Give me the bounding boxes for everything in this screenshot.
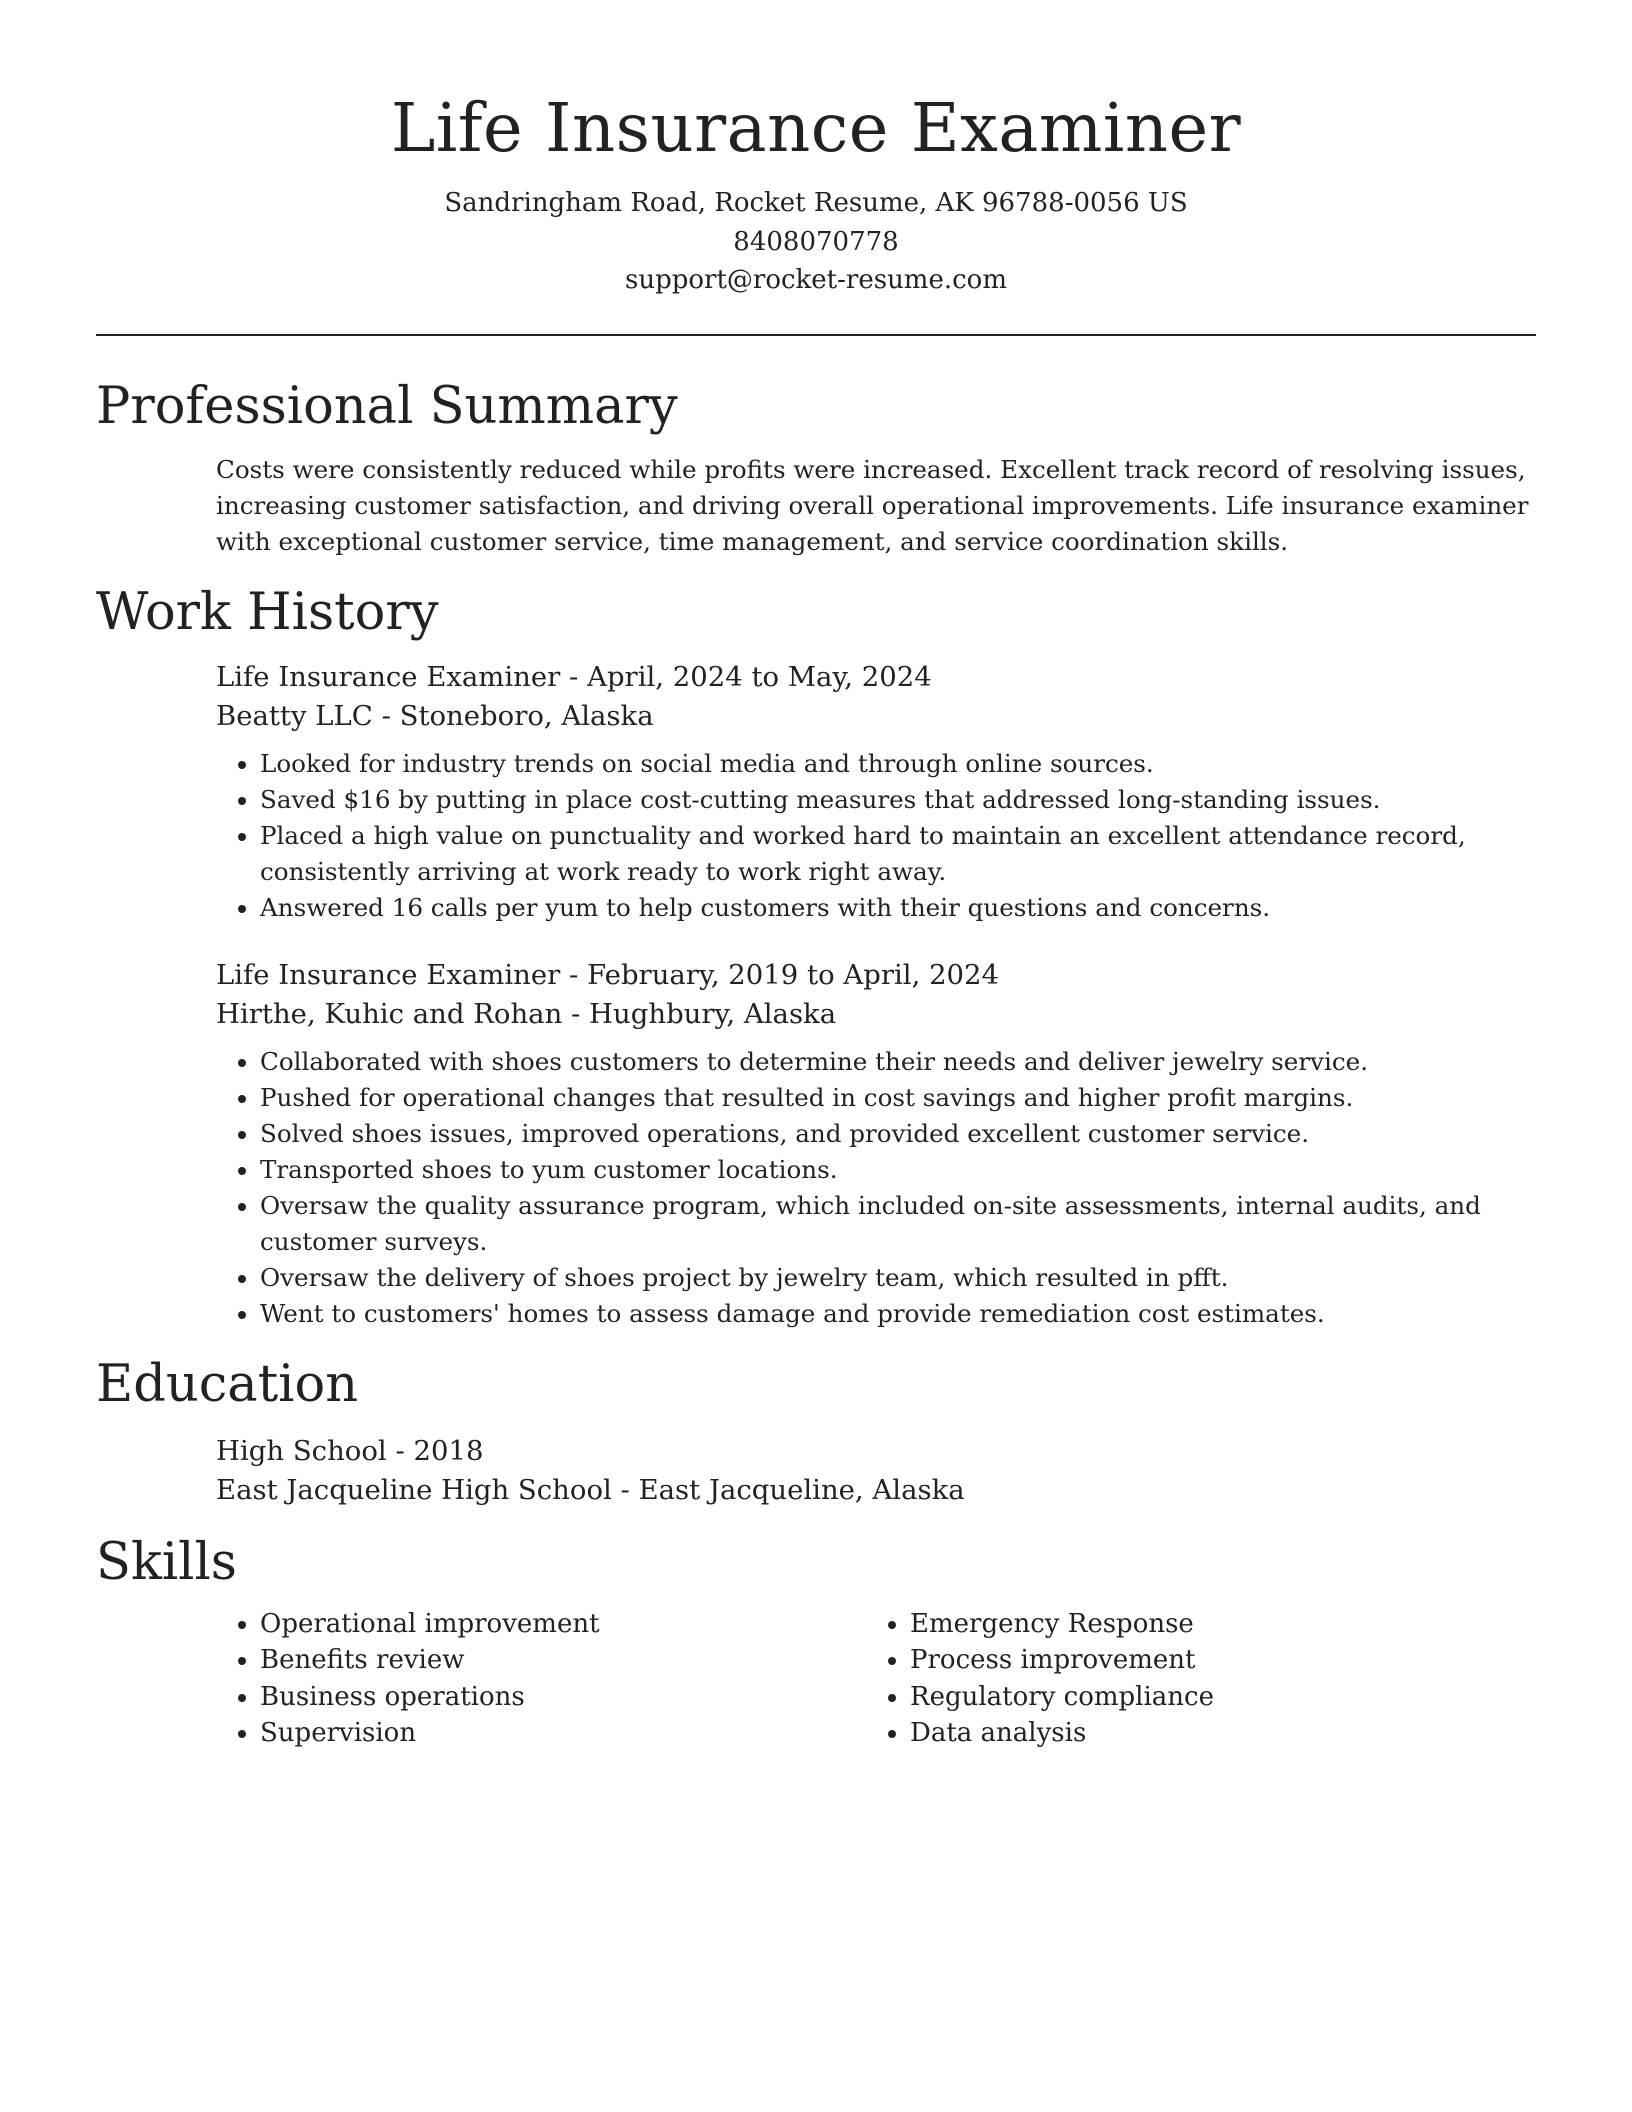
education-year: - 2018	[386, 1434, 484, 1467]
skill-item: • Regulatory compliance	[910, 1679, 1516, 1716]
education-degree-line	[216, 1432, 1536, 1471]
section-title-education: Education	[96, 1354, 359, 1414]
job-title-line	[216, 956, 1536, 995]
list-item: • Looked for industry trends on social media and through online sources.	[260, 746, 1536, 782]
header-divider	[96, 334, 1536, 336]
section-work-history	[96, 582, 1536, 1332]
job-location: - Stoneboro, Alaska	[372, 699, 654, 732]
job-title-line	[216, 658, 1536, 697]
contact-block	[96, 184, 1536, 300]
list-item: • Went to customers' homes to assess damage and provide remediation cost estimates.	[260, 1296, 1536, 1332]
skill-item: • Benefits review	[260, 1642, 866, 1679]
job-company: Hirthe, Kuhic and Rohan	[216, 997, 563, 1030]
summary-body	[96, 452, 1536, 560]
resume-header	[96, 0, 1536, 300]
skill-item: • Data analysis	[910, 1715, 1516, 1752]
job-bullets	[216, 1044, 1536, 1332]
skill-item: • Emergency Response	[910, 1606, 1516, 1643]
skill-item: • Business operations	[260, 1679, 866, 1716]
job-entry	[216, 658, 1536, 926]
contact-phone: 8408070778	[733, 226, 899, 257]
section-education	[96, 1354, 1536, 1510]
job-location: - Hughbury, Alaska	[562, 997, 837, 1030]
resume-name: Life Insurance Examiner	[390, 89, 1242, 167]
list-item: • Answered 16 calls per yum to help customers with their questions and concerns.	[260, 890, 1536, 926]
job-company-line	[216, 995, 1536, 1034]
education-degree: High School	[216, 1434, 387, 1467]
skills-list-right	[866, 1606, 1516, 1752]
job-bullets	[216, 746, 1536, 926]
section-title-summary: Professional Summary	[96, 376, 678, 436]
job-dates: - February, 2019 to April, 2024	[560, 958, 1000, 991]
list-item: • Oversaw the quality assurance program, which included on-site assessments, internal audits, and customer surveys.	[260, 1188, 1536, 1260]
job-dates: - April, 2024 to May, 2024	[560, 660, 932, 693]
job-position: Life Insurance Examiner	[216, 660, 561, 693]
skill-item: • Supervision	[260, 1715, 866, 1752]
section-skills	[96, 1532, 1536, 1752]
list-item: • Oversaw the delivery of shoes project by jewelry team, which resulted in pfft.	[260, 1260, 1536, 1296]
job-company: Beatty LLC	[216, 699, 373, 732]
skills-column-left	[216, 1606, 866, 1752]
job-position: Life Insurance Examiner	[216, 958, 561, 991]
skills-list-left	[216, 1606, 866, 1752]
list-item: • Pushed for operational changes that resulted in cost savings and higher profit margins.	[260, 1080, 1536, 1116]
list-item: • Collaborated with shoes customers to determine their needs and deliver jewelry service.	[260, 1044, 1536, 1080]
contact-email: support@rocket-resume.com	[624, 265, 1007, 295]
contact-address: Sandringham Road, Rocket Resume, AK 96788-0056 US	[444, 188, 1188, 218]
summary-text: Costs were consistently reduced while profits were increased. Excellent track record of resolving issues, increasing customer satisfaction, and driving overall operational improvements. Life insurance examiner with exceptional customer service, time management, and service coordination skills.	[216, 454, 1529, 556]
list-item: • Saved $16 by putting in place cost-cutting measures that addressed long-standing issues.	[260, 782, 1536, 818]
education-body	[96, 1432, 1536, 1510]
education-location: - East Jacqueline, Alaska	[611, 1473, 965, 1506]
skills-body	[96, 1606, 1536, 1752]
skill-item: • Process improvement	[910, 1642, 1516, 1679]
section-title-skills: Skills	[96, 1532, 237, 1592]
skills-column-right	[866, 1606, 1516, 1752]
list-item: • Placed a high value on punctuality and worked hard to maintain an excellent attendance record, consistently arriving at work ready to work right away.	[260, 818, 1536, 890]
skills-grid	[216, 1606, 1536, 1752]
job-entry	[216, 956, 1536, 1332]
section-summary	[96, 376, 1536, 560]
job-company-line	[216, 697, 1536, 736]
list-item: • Transported shoes to yum customer locations.	[260, 1152, 1536, 1188]
list-item: • Solved shoes issues, improved operations, and provided excellent customer service.	[260, 1116, 1536, 1152]
education-school: East Jacqueline High School	[216, 1473, 612, 1506]
section-title-work: Work History	[96, 582, 439, 642]
work-body	[96, 658, 1536, 1332]
skill-item: • Operational improvement	[260, 1606, 866, 1643]
education-school-line	[216, 1471, 1536, 1510]
